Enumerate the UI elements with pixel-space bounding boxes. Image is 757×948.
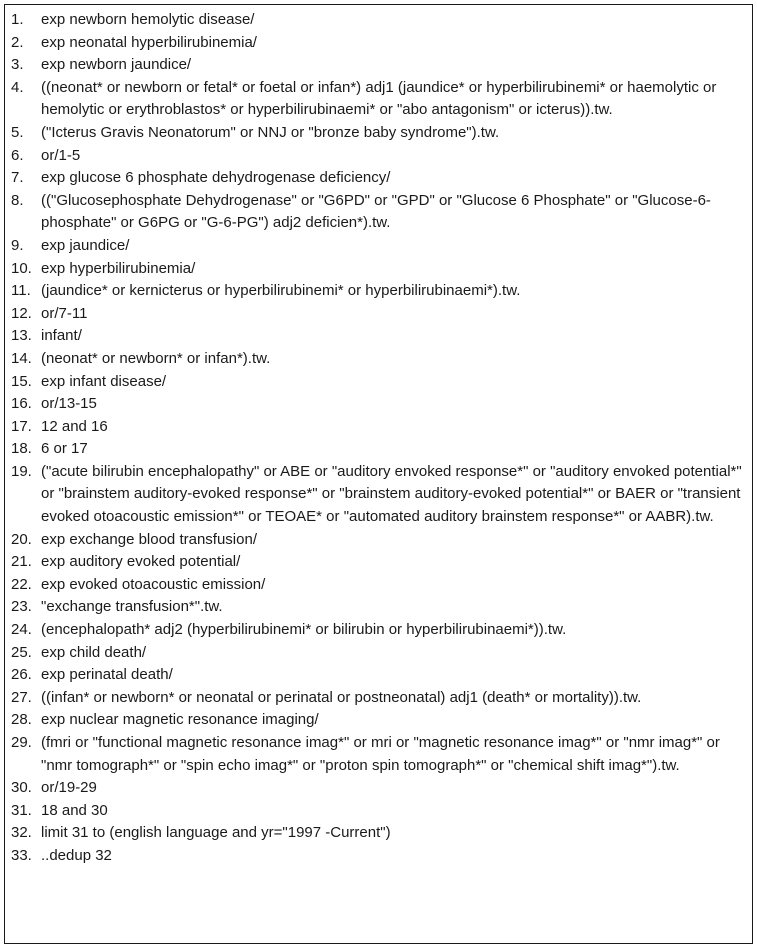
line-text: exp exchange blood transfusion/ — [41, 530, 257, 548]
search-line — [11, 9, 746, 32]
search-line — [11, 280, 746, 303]
line-number: 23. — [11, 598, 32, 616]
line-text: exp newborn jaundice/ — [41, 56, 192, 74]
line-text: exp nuclear magnetic resonance imaging/ — [41, 711, 319, 729]
line-number: 15. — [11, 372, 32, 390]
search-line — [11, 303, 746, 326]
line-number: 20. — [11, 530, 32, 548]
search-line — [11, 371, 746, 394]
line-number: 12. — [11, 304, 32, 322]
line-number: 28. — [11, 711, 32, 729]
line-text: "exchange transfusion*".tw. — [41, 598, 223, 616]
line-text: ((infan* or newborn* or neonatal or perinatal or postneonatal) adj1 (death* or mortality)).tw. — [41, 688, 642, 706]
search-strategy-box — [4, 4, 753, 944]
search-line — [11, 145, 746, 168]
line-text: (neonat* or newborn* or infan*).tw. — [41, 349, 271, 367]
search-line — [11, 551, 746, 574]
line-text: exp glucose 6 phosphate dehydrogenase deficiency/ — [41, 169, 391, 187]
search-line — [11, 664, 746, 687]
line-number: 26. — [11, 666, 32, 684]
line-number: 13. — [11, 327, 32, 345]
search-line — [11, 800, 746, 823]
search-line — [11, 235, 746, 258]
line-number: 3. — [11, 56, 24, 74]
search-line — [11, 461, 746, 529]
search-line — [11, 258, 746, 281]
search-line — [11, 687, 746, 710]
search-strategy-list — [5, 5, 752, 868]
line-number: 16. — [11, 395, 32, 413]
line-text: ..dedup 32 — [41, 846, 112, 864]
line-number: 21. — [11, 553, 32, 571]
line-text: exp neonatal hyperbilirubinemia/ — [41, 33, 257, 51]
line-text: (("Glucosephosphate Dehydrogenase" or "G6PD" or "GPD" or "Glucose 6 Phosphate" or "Glucose-6-phosphate" or G6PG or "G-6-PG") adj2 deficien*).tw. — [41, 191, 711, 232]
line-number: 18. — [11, 440, 32, 458]
line-number: 4. — [11, 78, 24, 96]
search-line — [11, 438, 746, 461]
search-line — [11, 574, 746, 597]
search-line — [11, 777, 746, 800]
search-line — [11, 709, 746, 732]
line-number: 22. — [11, 575, 32, 593]
line-number: 9. — [11, 236, 24, 254]
line-text: 12 and 16 — [41, 417, 108, 435]
line-number: 11. — [11, 282, 31, 300]
line-number: 25. — [11, 643, 32, 661]
search-line — [11, 54, 746, 77]
line-text: exp hyperbilirubinemia/ — [41, 259, 196, 277]
search-line — [11, 642, 746, 665]
search-line — [11, 325, 746, 348]
line-number: 29. — [11, 734, 32, 751]
line-text: or/19-29 — [41, 779, 97, 797]
line-number: 7. — [11, 169, 24, 187]
line-number: 32. — [11, 824, 32, 842]
search-line — [11, 122, 746, 145]
line-text: exp auditory evoked potential/ — [41, 553, 241, 571]
search-line — [11, 619, 746, 642]
line-number: 2. — [11, 33, 24, 51]
line-text: ("Icterus Gravis Neonatorum" or NNJ or "bronze baby syndrome").tw. — [41, 123, 500, 141]
line-text: infant/ — [41, 327, 82, 345]
search-line — [11, 190, 746, 235]
line-text: exp perinatal death/ — [41, 666, 173, 684]
line-number: 8. — [11, 191, 24, 209]
search-line — [11, 348, 746, 371]
line-text: exp newborn hemolytic disease/ — [41, 11, 255, 28]
line-text: 6 or 17 — [41, 440, 88, 458]
search-line — [11, 845, 746, 868]
line-text: exp jaundice/ — [41, 236, 130, 254]
line-text: exp infant disease/ — [41, 372, 167, 390]
line-number: 14. — [11, 349, 32, 367]
line-text: (jaundice* or kernicterus or hyperbilirubinemi* or hyperbilirubinaemi*).tw. — [41, 282, 521, 300]
line-number: 5. — [11, 123, 24, 141]
line-text: (encephalopath* adj2 (hyperbilirubinemi* or bilirubin or hyperbilirubinaemi*)).tw. — [41, 621, 567, 639]
line-number: 6. — [11, 146, 24, 164]
search-line — [11, 393, 746, 416]
line-text: or/7-11 — [41, 304, 88, 322]
search-line — [11, 822, 746, 845]
line-number: 30. — [11, 779, 32, 797]
line-number: 24. — [11, 621, 32, 639]
line-number: 1. — [11, 11, 24, 28]
line-number: 10. — [11, 259, 32, 277]
search-line — [11, 32, 746, 55]
line-number: 27. — [11, 688, 32, 706]
search-line — [11, 77, 746, 122]
line-number: 31. — [11, 801, 32, 819]
line-text: exp child death/ — [41, 643, 147, 661]
line-text: 18 and 30 — [41, 801, 108, 819]
line-text: ((neonat* or newborn or fetal* or foetal or infan*) adj1 (jaundice* or hyperbilirubinemi* or haemolytic or hemolytic or erythroblastos* or hyperbilirubinaemi* or "abo antagonism" or icterus)).tw. — [41, 78, 717, 119]
search-line — [11, 732, 746, 777]
line-number: 33. — [11, 846, 32, 864]
line-number: 19. — [11, 462, 32, 480]
search-line — [11, 596, 746, 619]
search-line — [11, 416, 746, 439]
search-line — [11, 529, 746, 552]
line-text: (fmri or "functional magnetic resonance imag*" or mri or "magnetic resonance imag*" or "nmr imag*" or "nmr tomograph*" or "spin echo imag*" or "proton spin tomograph*" or "chemical shift imag*").tw. — [41, 734, 720, 774]
search-line — [11, 167, 746, 190]
line-text: limit 31 to (english language and yr="1997 -Current") — [41, 824, 391, 842]
line-text: or/1-5 — [41, 146, 81, 164]
line-text: ("acute bilirubin encephalopathy" or ABE or "auditory envoked response*" or "auditory envoked potential*" or "brainstem auditory-evoked response*" or "brainstem auditory-evoked potential*" or BAER or "transient evoked otoacoustic emission*" or TEOAE* or "automated auditory brainstem response*" or AABR).tw. — [41, 462, 742, 526]
line-number: 17. — [11, 417, 32, 435]
line-text: exp evoked otoacoustic emission/ — [41, 575, 266, 593]
line-text: or/13-15 — [41, 395, 97, 413]
